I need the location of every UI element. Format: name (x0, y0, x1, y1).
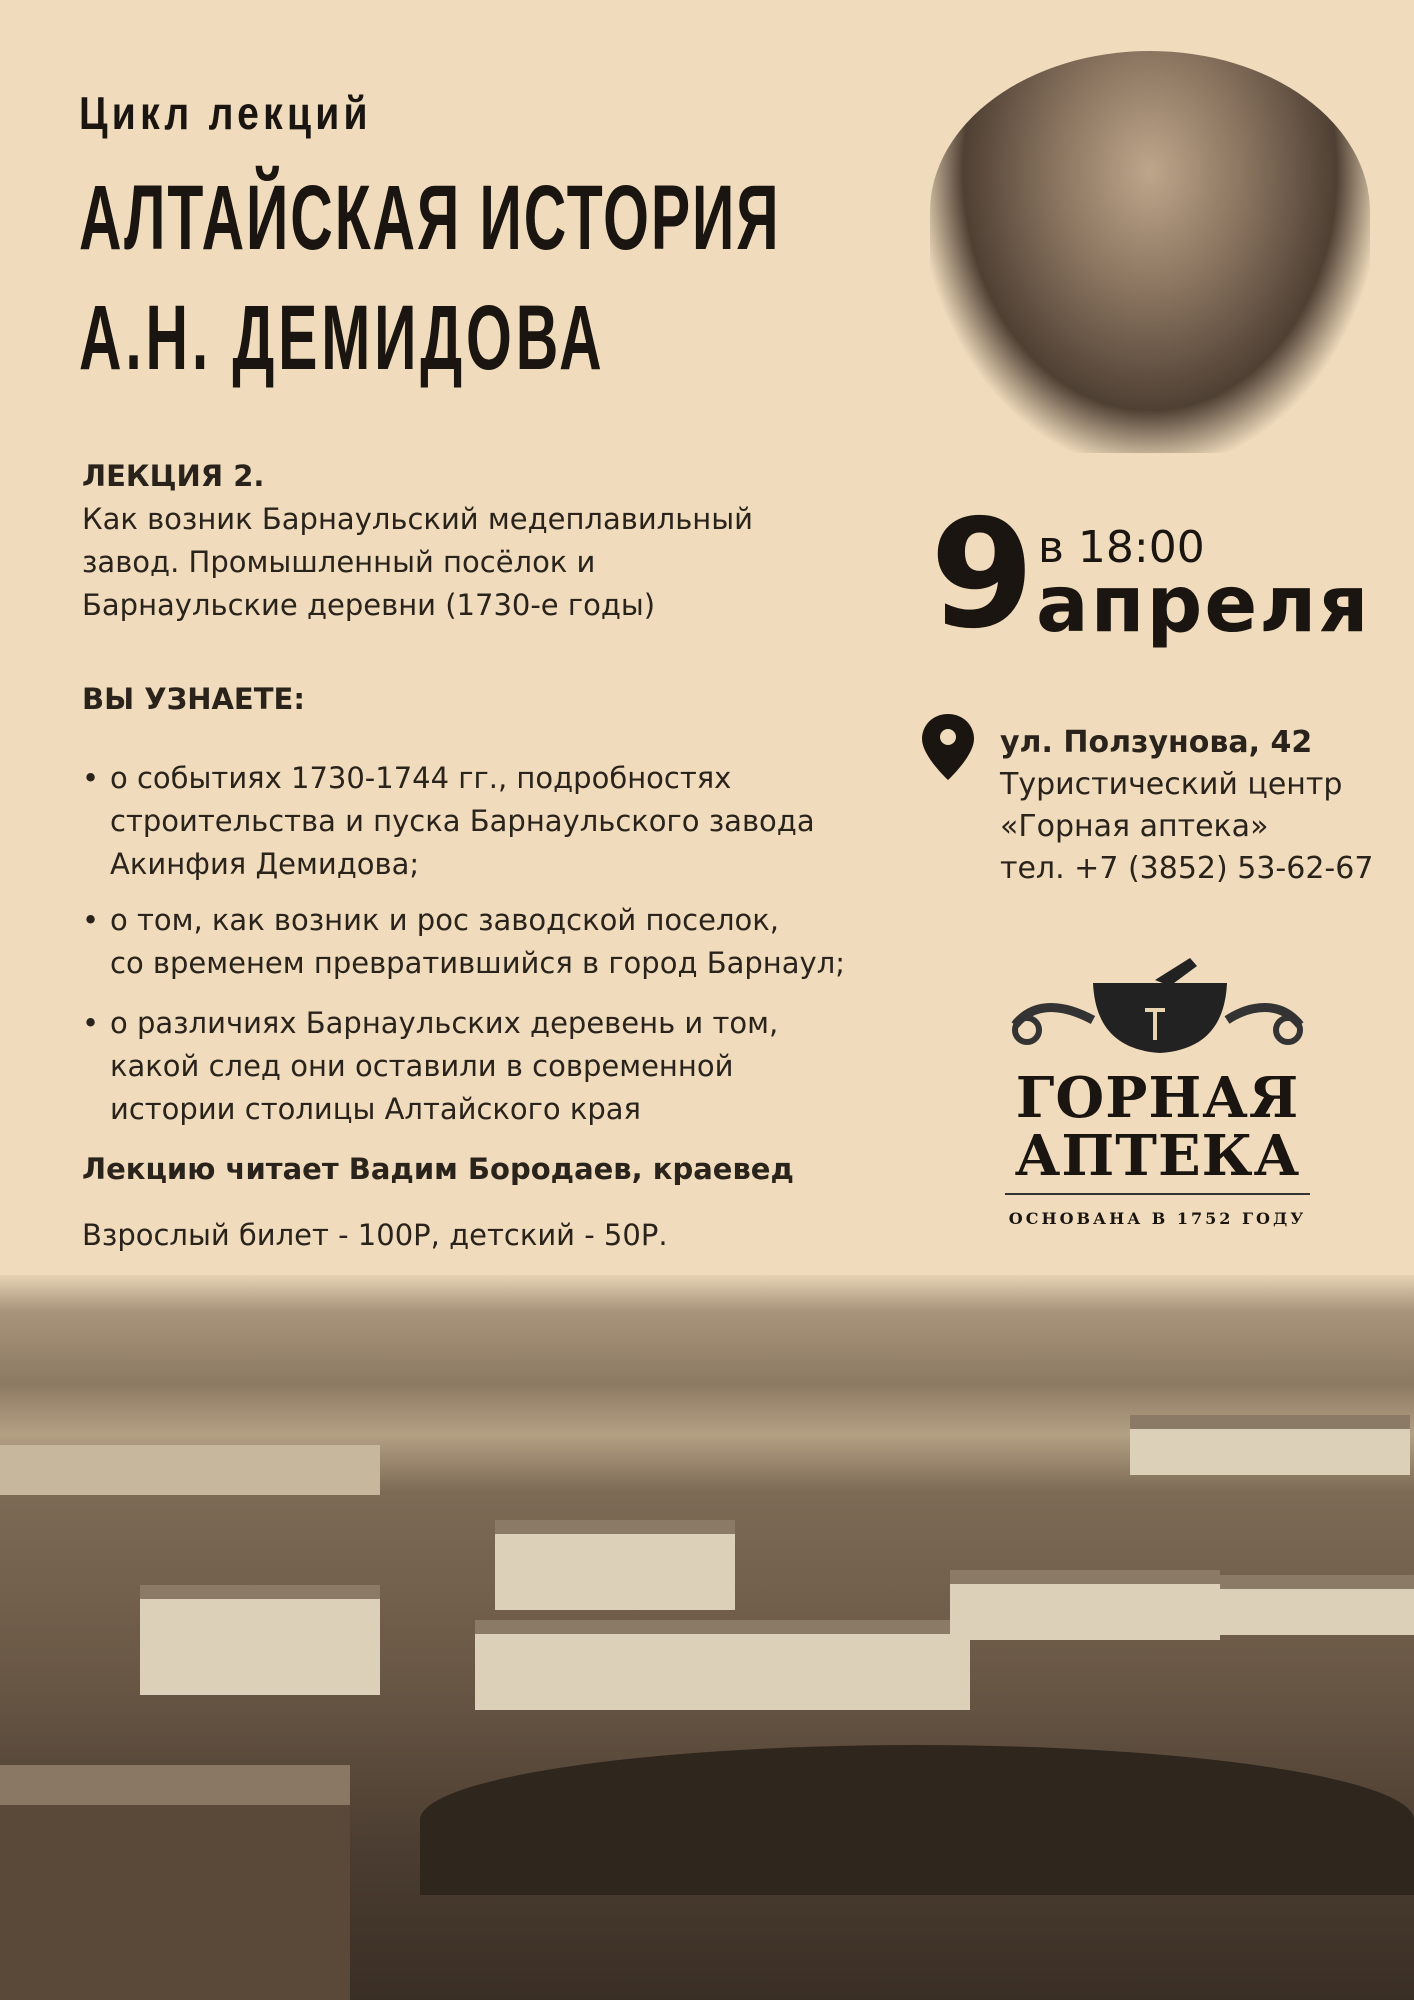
mortar-icon (1005, 950, 1310, 1065)
list-line: истории столицы Алтайского края (110, 1092, 641, 1126)
learn-heading: ВЫ УЗНАЕТЕ: (82, 682, 305, 716)
venue-address: ул. Ползунова, 42 (1000, 725, 1313, 760)
ticket-price: Взрослый билет - 100Р, детский - 50Р. (82, 1218, 668, 1252)
lecturer: Лекцию читает Вадим Бородаев, краевед (82, 1152, 794, 1186)
topic-line: Как возник Барнаульский медеплавильный (82, 502, 754, 536)
list-line: какой след они оставили в современной (110, 1049, 734, 1083)
event-month: апреля (1036, 560, 1371, 650)
list-line: строительства и пуска Барнаульского завода (110, 804, 815, 838)
logo-divider (1005, 1193, 1310, 1195)
list-item (82, 757, 902, 886)
barnaul-factory-photo (0, 1275, 1414, 2000)
list-line: со временем превратившийся в город Барнаул; (110, 946, 845, 980)
lecture-number: ЛЕКЦИЯ 2. (82, 459, 265, 493)
logo-line-1: ГОРНАЯ (1015, 1065, 1300, 1131)
venue-name: «Горная аптека» (1000, 809, 1269, 844)
event-day: 9 (930, 488, 1035, 662)
list-item (82, 1002, 902, 1131)
list-line: Акинфия Демидова; (110, 847, 420, 881)
topic-line: Барнаульские деревни (1730-е годы) (82, 588, 656, 622)
list-item (82, 899, 902, 985)
topic-line: завод. Промышленный посёлок и (82, 545, 596, 579)
venue-name: Туристический центр (1000, 767, 1343, 802)
map-pin-icon (920, 712, 976, 782)
list-line: • о различиях Барнаульских деревень и том, (110, 1006, 779, 1040)
title-line-1: АЛТАЙСКАЯ ИСТОРИЯ (79, 167, 781, 269)
series-label: Цикл лекций (79, 87, 372, 139)
gornaya-apteka-logo (1005, 950, 1310, 1250)
title-line-2: А.Н. ДЕМИДОВА (79, 287, 606, 389)
list-line: • о событиях 1730-1744 гг., подробностях (110, 761, 732, 795)
event-time: в 18:00 (1038, 522, 1205, 573)
logo-tagline: ОСНОВАНА В 1752 ГОДУ (1008, 1209, 1307, 1228)
venue-phone: тел. +7 (3852) 53-62-67 (1000, 851, 1374, 886)
demidov-portrait (930, 51, 1370, 453)
lecture-topic (82, 498, 753, 627)
logo-line-2: АПТЕКА (1014, 1123, 1301, 1189)
list-line: • о том, как возник и рос заводской поселок, (110, 903, 779, 937)
